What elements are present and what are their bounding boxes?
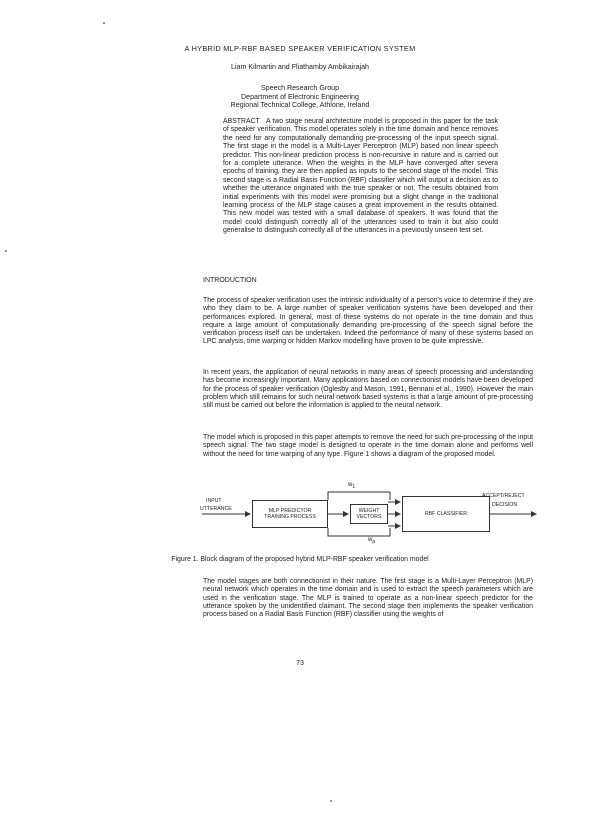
abstract-text: A two stage neural architecture model is proposed in this paper for the task of speaker verification. This model operates solely in the time domain and hence removes the need for any computationally demanding pre-processing of the input speech signal. The first stage in the model is a Multi-Layer Perceptron (MLP) based non linear speech predictor. This non-linear prediction process is non-recursive in nature and is carried out for a complete utterance. When the weights in the MLP have converged after severa epochs of training, they are then applied as inputs to the second stage of the model. This second stage is a Radial Basis Function (RBF) classifier which will output a decision as to whether the utterance originated with the true speaker or not. The results obtained from initial experiments with this model were promising but a slight change in the traditional learning process of the MLP stage causes a great improvement in the results obtained. This new model was tested with a small database of speakers. It was found that the model could distinguish correctly all of the utterances used to train it but also could generalise to distinguish correctly all of the utterances in a previously unseen test set. bbox=[223, 118, 498, 235]
intro-paragraph-3: The model which is proposed in this paper attempts to remove the need for such pre-processing of the input speech signal. The two stage model is designed to operate in the time domain alone and performs well without the need for time warping of any type. Figure 1 shows a diagram of the proposed model. bbox=[203, 434, 533, 458]
affiliation bbox=[0, 84, 600, 110]
output-label: ACCEPT/REJECT bbox=[482, 493, 525, 499]
institution: Regional Technical College, Athlone, Ireland bbox=[230, 101, 370, 109]
authors: Liam Kilmartin and Fliathamby Ambikairajah bbox=[231, 63, 369, 71]
weight-box-line-2: VECTORS bbox=[356, 514, 382, 520]
input-label: INPUT bbox=[206, 498, 222, 504]
wp-line bbox=[328, 528, 390, 536]
block-diagram bbox=[200, 478, 540, 548]
w1-label: $w_1$ bbox=[348, 482, 356, 491]
scan-speck bbox=[330, 800, 332, 802]
continuation-paragraph: The model stages are both connectionist in their nature. The first stage is a Multi-Layer Perceptron (MLP) neural network which operates in the time domain and is used to extract the speech parameters which are used in the verification stage. The MLP is trained to operate as a non-linear speech predictor for the utterance spoken by the unidentified claimant. The second stage then implements the speaker verification process based on a Radial Basis Function (RBF) classifier using the weights of bbox=[203, 578, 533, 619]
abstract bbox=[223, 118, 498, 236]
rbf-box-label: RBF CLASSIFIER bbox=[424, 510, 468, 517]
weight-box-line-1: WEIGHT bbox=[358, 507, 380, 514]
wp-label: $w_p$ bbox=[368, 537, 376, 546]
weight-vectors-box bbox=[350, 504, 388, 524]
mlp-box-line-1: MLP PREDICTOR bbox=[268, 507, 312, 514]
rbf-classifier-box bbox=[402, 496, 490, 532]
scan-speck bbox=[5, 250, 7, 252]
section-heading-introduction: INTRODUCTION bbox=[203, 277, 257, 284]
w1-line bbox=[328, 492, 390, 500]
page-number: 73 bbox=[296, 660, 304, 667]
department: Department of Electronic Engineering bbox=[241, 92, 359, 101]
mlp-predictor-box bbox=[252, 500, 328, 528]
scan-speck bbox=[103, 22, 105, 24]
research-group: Speech Research Group bbox=[260, 84, 340, 92]
mlp-box-line-2: TRAINING PROCESS bbox=[264, 514, 316, 520]
abstract-label: ABSTRACT bbox=[223, 118, 260, 125]
paper-title: A HYBRID MLP-RBF BASED SPEAKER VERIFICATION SYSTEM bbox=[184, 44, 416, 53]
output-sublabel: DECISION bbox=[492, 502, 518, 508]
figure-caption: Figure 1. Block diagram of the proposed hybrid MLP-RBF speaker verification model bbox=[171, 556, 429, 563]
intro-paragraph-2: In recent years, the application of neural networks in many areas of speech processing and understanding has become increasingly important. Many applications based on connectionist models have been developed for the process of speaker verification (Oglesby and Mason, 1991, Bennani et al., 1990). However the main problem which still remains for such neural network based systems is that a large amount of pre-processing still must be carried out before the information is applied to the neural network. bbox=[203, 369, 533, 410]
utterance-label: UTTERANCE bbox=[200, 506, 232, 512]
intro-paragraph-1: The process of speaker verification uses the intrinsic individuality of a person's voice to determine if they are who they claim to be. A large number of speaker verification systems have been developed and their performances explored. In general, most of these systems do not operate in the time domain and thus require a large amount of computationally demanding pre-processing of the speech signal before the verification process itself can be undertaken. Indeed the performance of many of these systems based on LPC analysis, time warping or hidden Markov modelling have proven to be quite impressive. bbox=[203, 297, 533, 346]
